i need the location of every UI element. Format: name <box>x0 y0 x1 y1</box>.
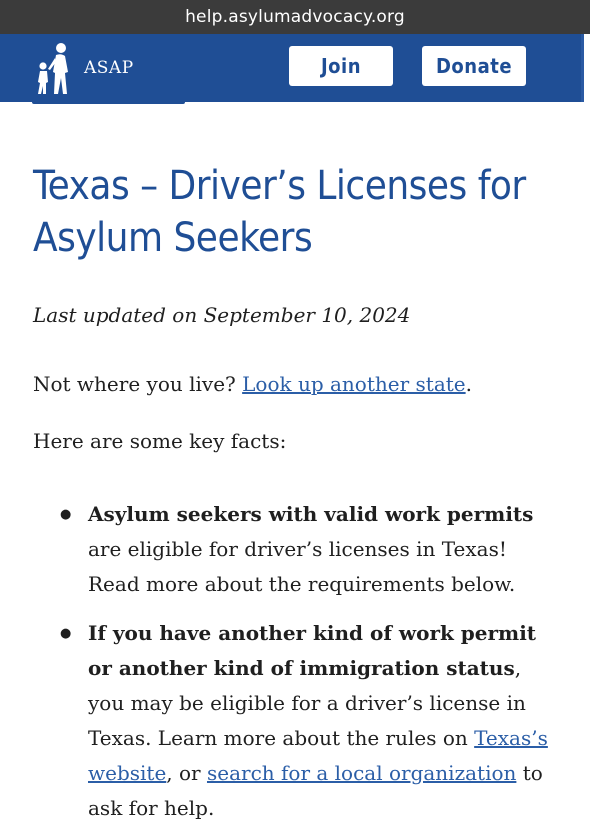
key-facts-intro: Here are some key facts: <box>33 429 287 453</box>
state-lookup-prefix: Not where you live? <box>33 372 243 396</box>
lookup-state-link[interactable]: Look up another state <box>242 372 466 396</box>
nav-active-indicator <box>32 100 185 104</box>
url-text[interactable]: help.asylumadvocacy.org <box>185 7 405 27</box>
bullet-text: , you may be eligible for a driver’s license in Texas. Learn more about the rules on <box>88 656 526 750</box>
brand-name[interactable]: ASAP <box>84 58 134 78</box>
bullet-text: , or <box>166 761 207 785</box>
key-facts-list <box>58 497 563 840</box>
bullet-text: to ask for help. <box>88 761 543 820</box>
site-header <box>0 34 590 102</box>
scroll-edge-highlight <box>584 34 590 102</box>
browser-url-bar[interactable] <box>0 0 590 34</box>
donate-button[interactable]: Donate <box>422 46 526 86</box>
adult-and-child-walking-icon[interactable] <box>34 42 74 96</box>
last-updated: Last updated on September 10, 2024 <box>33 303 411 327</box>
state-lookup-suffix: . <box>465 372 472 396</box>
bullet-bold: If you have another kind of work permit or another kind of immigration status <box>88 621 537 680</box>
article-header <box>33 160 563 264</box>
list-item <box>58 616 563 826</box>
bullet-bold: Asylum seekers with valid work permits <box>88 502 534 526</box>
join-button[interactable]: Join <box>289 46 393 86</box>
bullet-text: are eligible for driver’s licenses in Texas! Read more about the requirements below. <box>88 537 516 596</box>
texas-website-link[interactable]: Texas’s website <box>88 726 548 785</box>
list-item <box>58 497 563 602</box>
local-organization-link[interactable]: search for a local organization <box>206 761 517 785</box>
state-lookup-paragraph <box>33 372 472 396</box>
page-title: Texas – Driver’s Licenses for Asylum Seekers <box>33 163 526 261</box>
